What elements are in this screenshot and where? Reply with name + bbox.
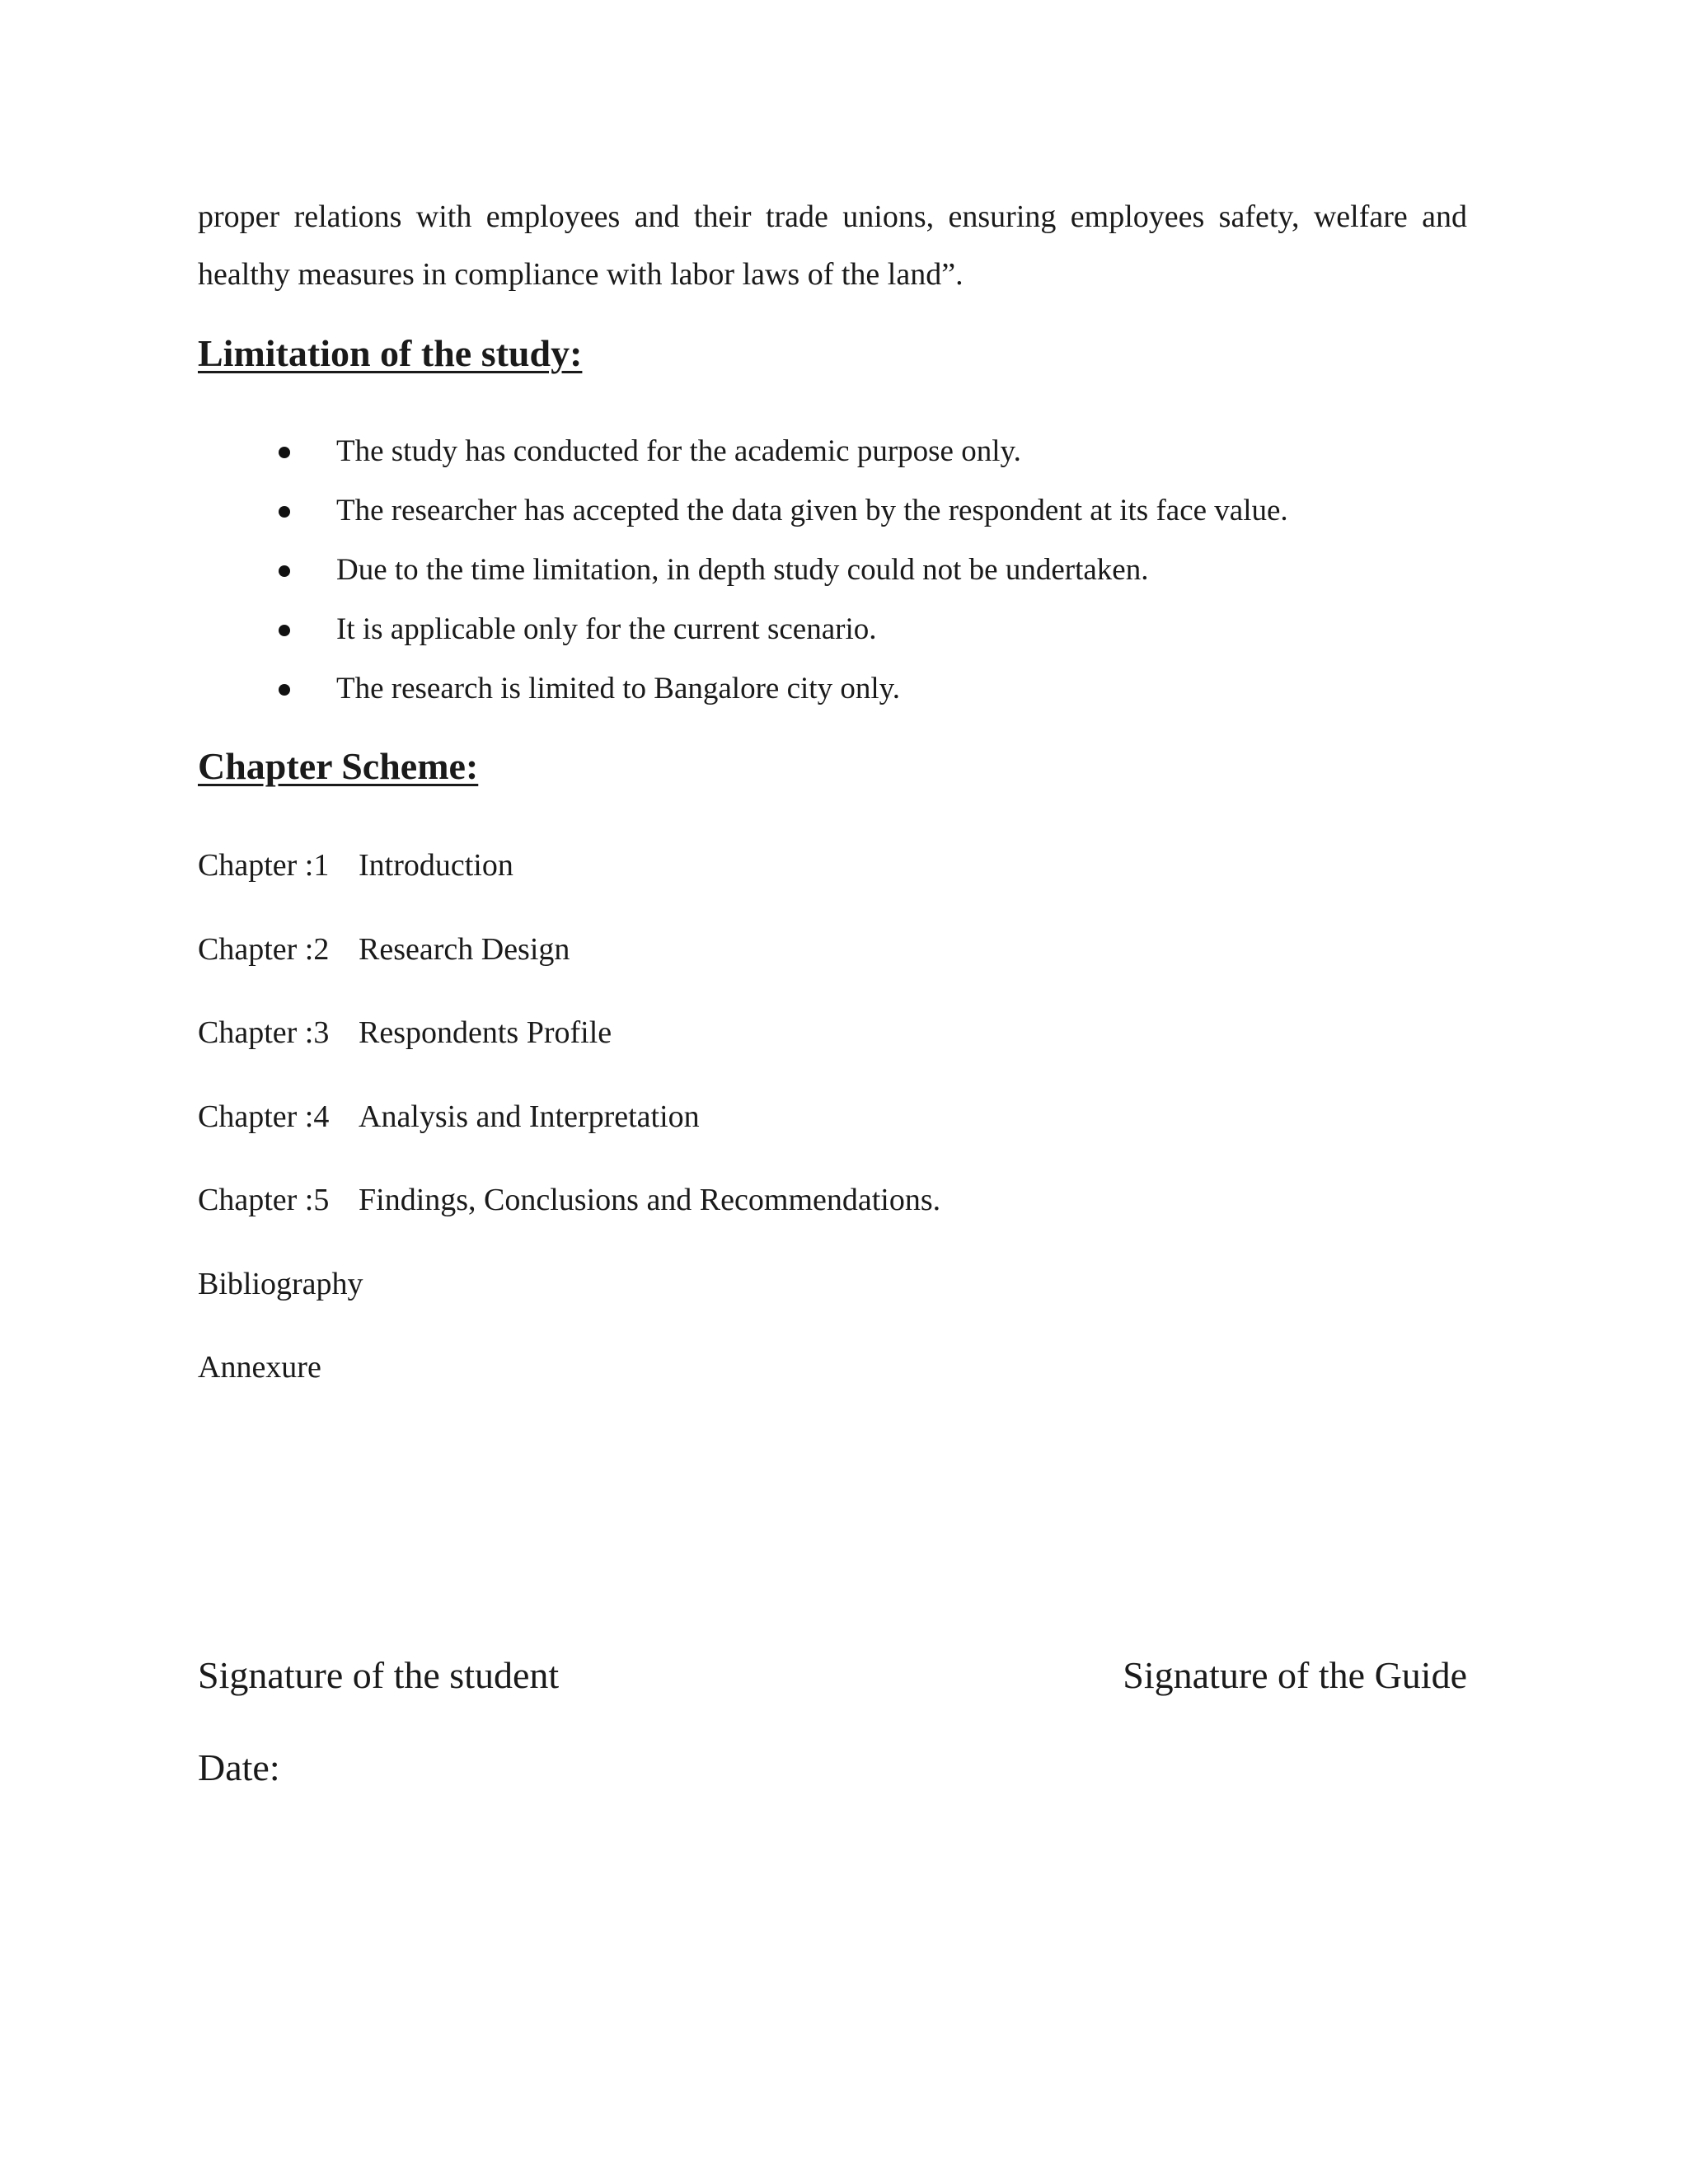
bibliography-label: Bibliography — [198, 1266, 363, 1301]
chapter-title: Findings, Conclusions and Recommendations. — [359, 1183, 941, 1217]
intro-paragraph-line: proper relations with employees and their trade unions, ensuring employees safety, welfare and — [198, 199, 1467, 234]
guide-signature-label: Signature of the Guide — [1123, 1654, 1467, 1696]
chapter-row — [198, 926, 1467, 1010]
bibliography-entry — [198, 1261, 1467, 1345]
list-item-text: The study has conducted for the academic purpose only. — [336, 434, 1021, 468]
chapter-number: Chapter :1 — [198, 848, 330, 883]
limitation-heading: Limitation of the study: — [198, 332, 583, 374]
list-item — [198, 547, 1467, 607]
limitation-list — [198, 429, 1467, 725]
list-item — [198, 429, 1467, 488]
bullet-icon — [279, 684, 290, 696]
list-item-text: The researcher has accepted the data given by the respondent at its face value. — [336, 494, 1288, 527]
chapter-number: Chapter :2 — [198, 931, 330, 967]
list-item — [198, 666, 1467, 725]
intro-paragraph — [198, 188, 1467, 303]
date-label: Date: — [198, 1746, 280, 1788]
chapter-number: Chapter :4 — [198, 1099, 330, 1134]
list-item-text: Due to the time limitation, in depth study could not be undertaken. — [336, 553, 1149, 587]
chapter-number: Chapter :5 — [198, 1183, 330, 1217]
chapter-scheme-heading: Chapter Scheme: — [198, 745, 479, 787]
bullet-icon — [279, 506, 290, 518]
chapter-title: Introduction — [359, 848, 513, 883]
chapter-row — [198, 1010, 1467, 1094]
intro-paragraph-line: healthy measures in compliance with labor laws of the land”. — [198, 257, 964, 292]
chapter-list — [198, 842, 1467, 1428]
bullet-icon — [279, 565, 290, 577]
list-item — [198, 607, 1467, 666]
bullet-icon — [279, 447, 290, 458]
chapter-title: Analysis and Interpretation — [359, 1099, 700, 1134]
chapter-row — [198, 1094, 1467, 1178]
student-signature-label: Signature of the student — [198, 1654, 560, 1696]
chapter-title: Research Design — [359, 931, 570, 967]
list-item — [198, 488, 1467, 547]
chapter-number: Chapter :3 — [198, 1015, 330, 1050]
chapter-row — [198, 1177, 1467, 1261]
annexure-label: Annexure — [198, 1350, 321, 1385]
chapter-title: Respondents Profile — [359, 1015, 612, 1050]
chapter-row — [198, 842, 1467, 926]
bullet-icon — [279, 625, 290, 636]
annexure-entry — [198, 1344, 1467, 1428]
list-item-text: The research is limited to Bangalore city only. — [336, 672, 900, 705]
list-item-text: It is applicable only for the current scenario. — [336, 612, 877, 646]
